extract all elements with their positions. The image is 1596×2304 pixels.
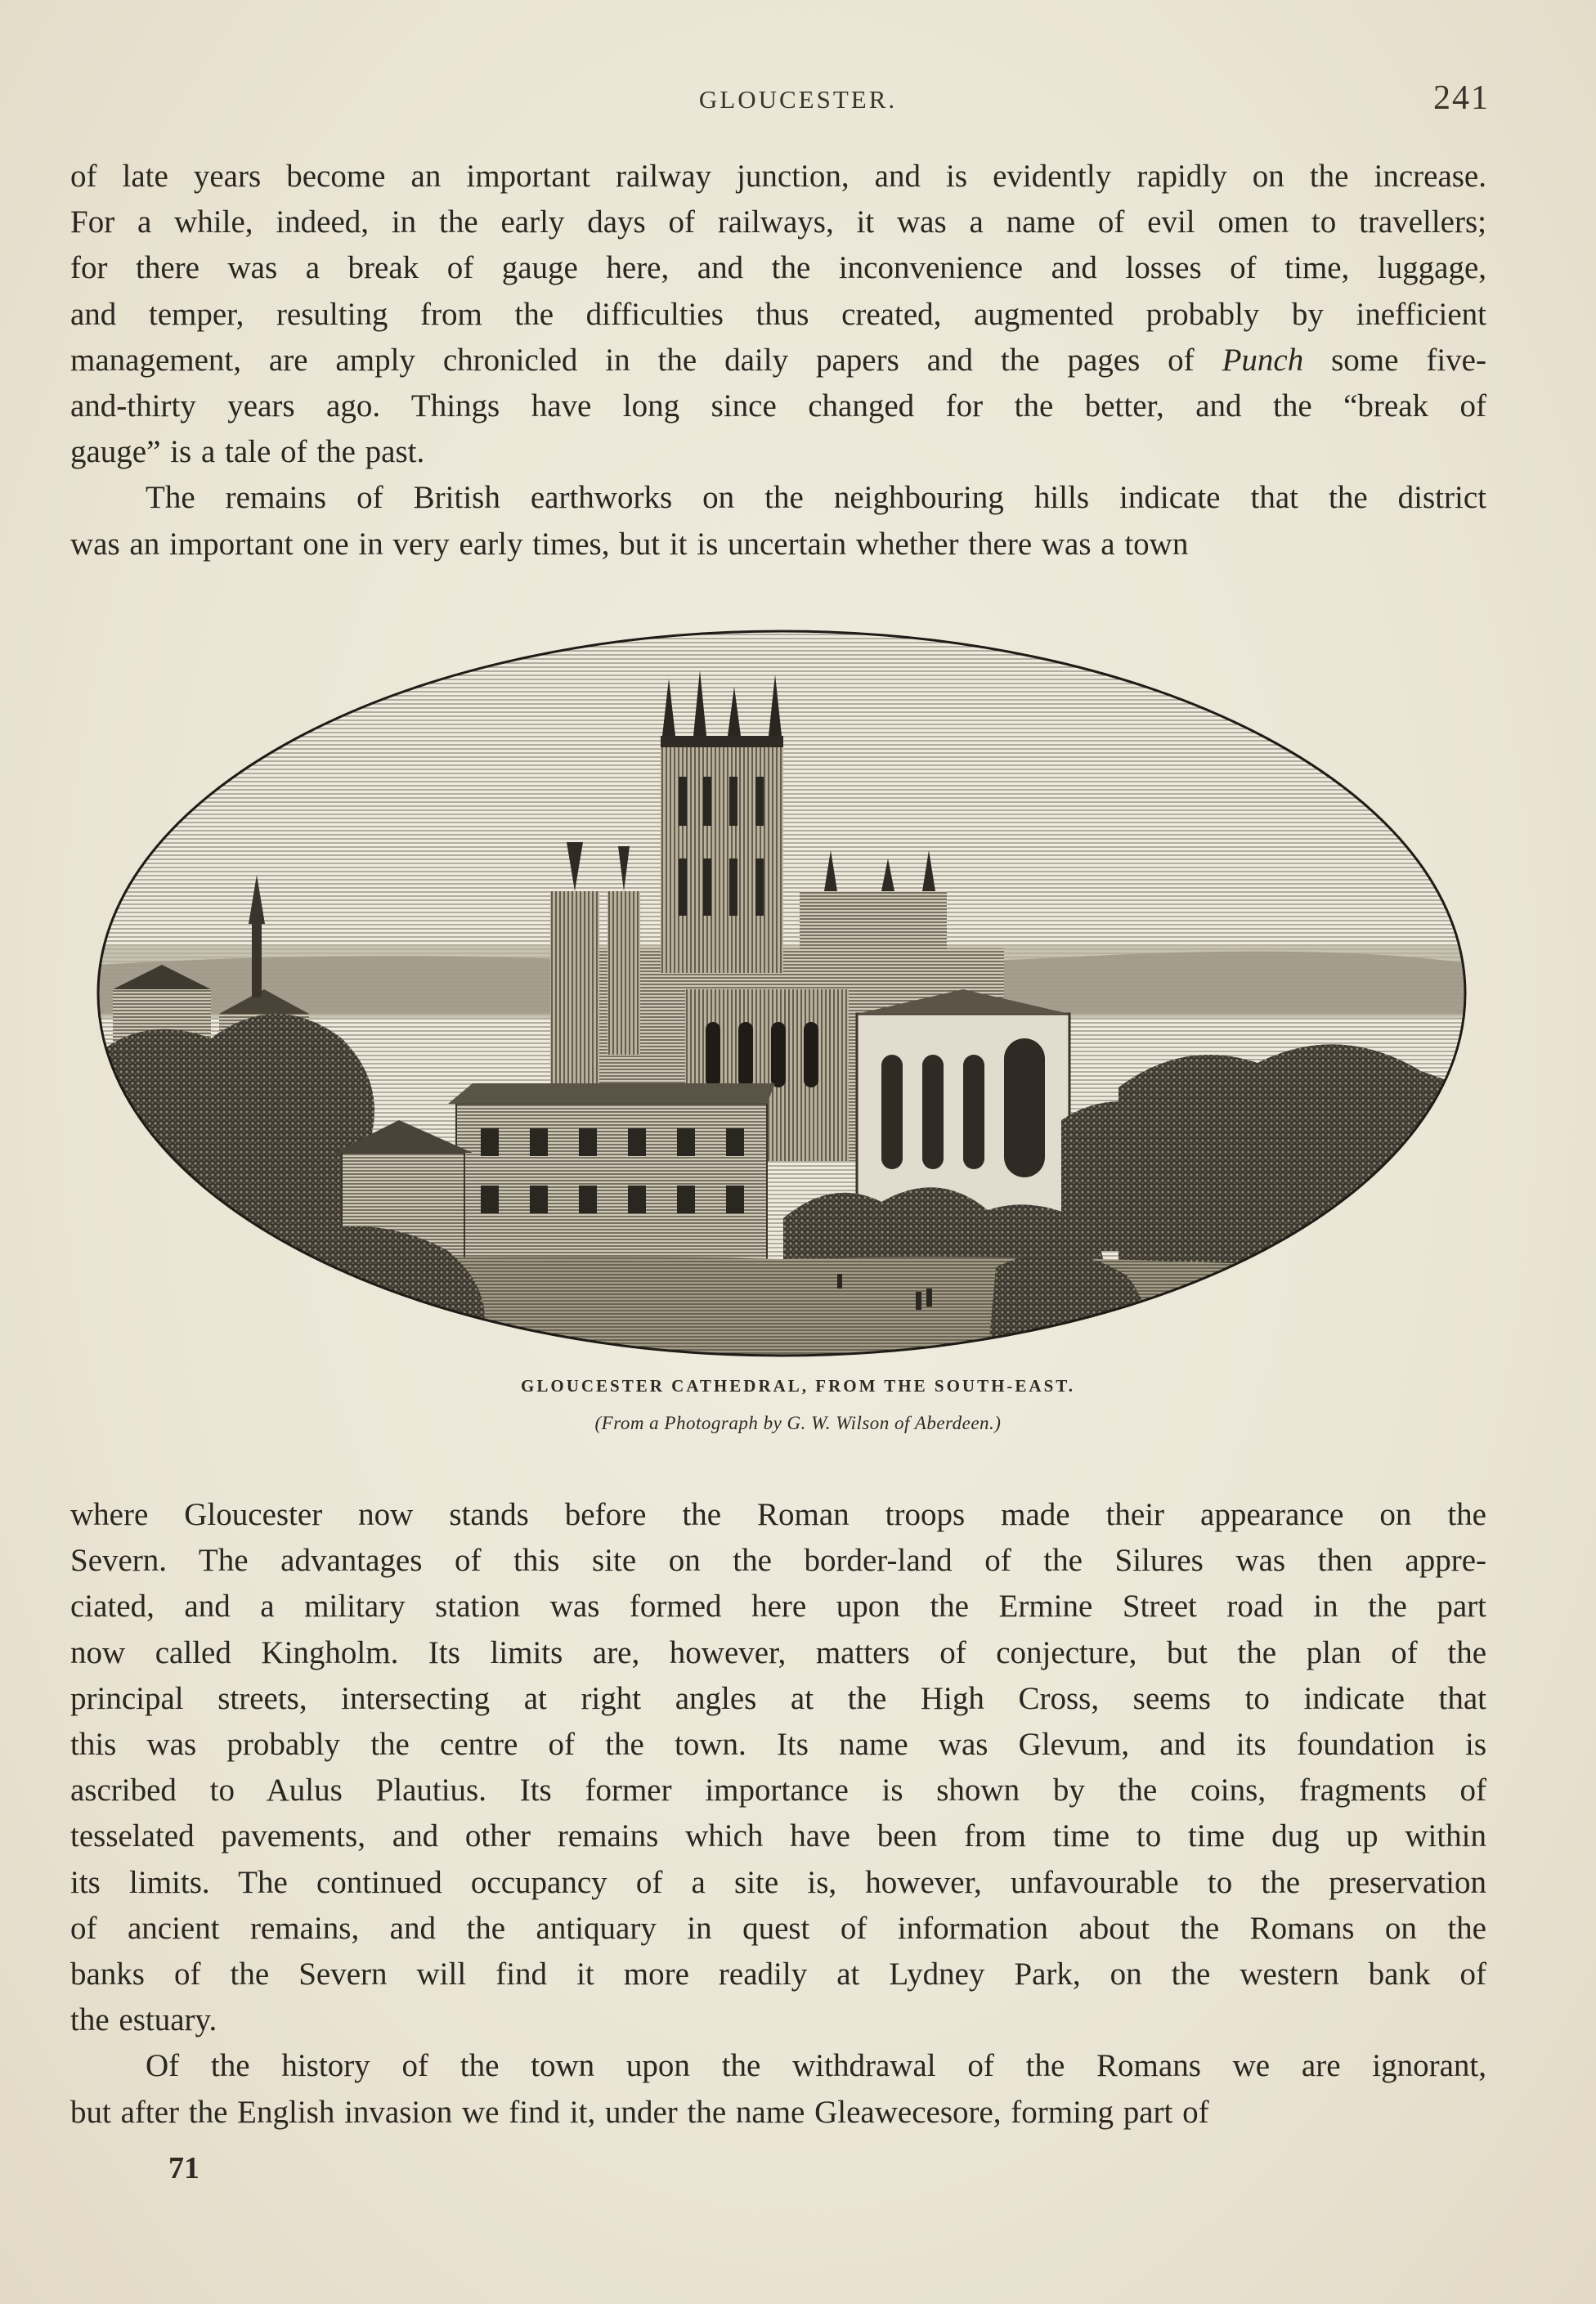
engraving-illustration [96,630,1467,1357]
text-line: ascribed to Aulus Plautius. Its former importance is shown by the coins, fragments of [70,1773,1486,1809]
text-line: for there was a break of gauge here, and the inconvenience and losses of time, luggage, [70,250,1486,286]
text-line: Severn. The advantages of this site on the border-land of the Silures was then appre- [70,1543,1486,1579]
punch-title: Punch [1222,342,1304,378]
text-line: the estuary. [70,2002,217,2038]
text-line: principal streets, intersecting at right angles at the High Cross, seems to indicate that [70,1680,1486,1716]
text-line: Of the history of the town upon the withdrawal of the Romans we are ignorant, [146,2048,1486,2084]
text-line: where Gloucester now stands before the Roman troops made their appearance on the [70,1497,1486,1532]
body-text-bottom [70,1492,1486,2136]
text-line: For a while, indeed, in the early days of railways, it was a name of evil omen to travellers; [70,204,1486,240]
text-line: of ancient remains, and the antiquary in quest of information about the Romans on the [70,1910,1486,1946]
trees-left [96,1014,374,1357]
paragraph-roman-glevum [70,1492,1486,2043]
page-header [0,78,1596,128]
text-line: its limits. The continued occupancy of a site is, however, unfavourable to the preservation [70,1864,1486,1900]
lawn [96,1257,1467,1357]
signature-mark: 71 [168,2151,200,2185]
figure-caption-credit: (From a Photograph by G. W. Wilson of Aberdeen.) [594,1413,1002,1433]
figure-caption-title: GLOUCESTER CATHEDRAL, FROM THE SOUTH-EAST. [521,1376,1075,1396]
text-line: but after the English invasion we find it, under the name Gleawecesore, forming part of [70,2094,1209,2130]
running-title: GLOUCESTER. [698,85,898,114]
paragraph-earthworks [70,475,1486,567]
body-text-top [70,154,1486,567]
page-number: 241 [1433,79,1490,117]
text-line: management, are amply chronicled in the daily papers and the pages of Punch some five- [70,342,1486,378]
cathedral-engraving [96,630,1467,1357]
text-line: The remains of British earthworks on the neighbouring hills indicate that the district [146,480,1486,516]
text-line: gauge” is a tale of the past. [70,434,425,470]
text-line: this was probably the centre of the town. Its name was Glevum, and its foundation is [70,1727,1486,1763]
text-line: of late years become an important railway junction, and is evidently rapidly on the increase. [70,159,1486,194]
text-line: and-thirty years ago. Things have long since changed for the better, and the “break of [70,388,1486,424]
paragraph-history [70,2043,1486,2135]
text-line: banks of the Severn will find it more readily at Lydney Park, on the western bank of [70,1957,1486,1992]
text-line: and temper, resulting from the difficulties thus created, augmented probably by inefficient [70,296,1486,332]
central-tower [661,736,783,973]
text-line: tesselated pavements, and other remains which have been from time to time dug up within [70,1818,1486,1854]
text-line: now called Kingholm. Its limits are, however, matters of conjecture, but the plan of the [70,1634,1486,1670]
text-line: was an important one in very early times, but it is uncertain whether there was a town [70,526,1189,562]
text-line: ciated, and a military station was formed here upon the Ermine Street road in the part [70,1589,1486,1625]
paragraph-railway [70,154,1486,475]
